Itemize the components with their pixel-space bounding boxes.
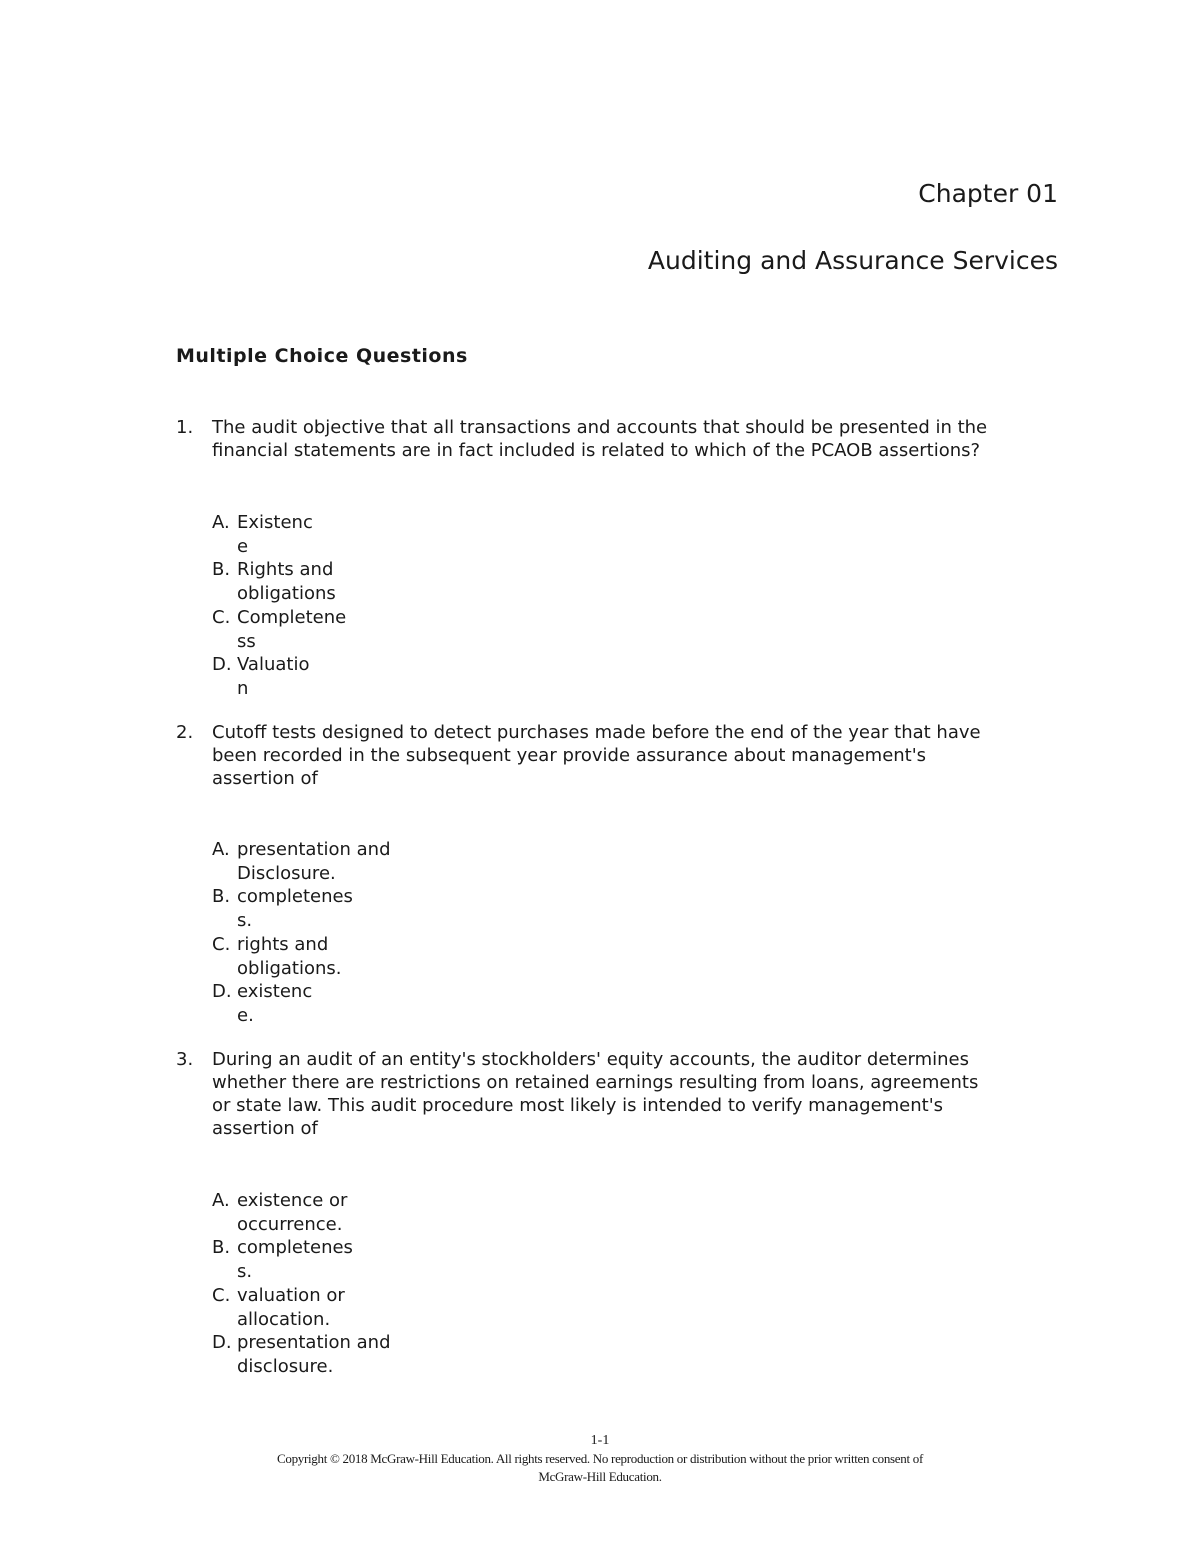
question-text: The audit objective that all transactions and accounts that should be presented in the financial statements are in fact included is related to which of the PCAOB assertions? — [212, 417, 988, 461]
option-c — [212, 933, 391, 980]
option-letter: A. — [212, 839, 230, 860]
question-number: 1. — [176, 417, 194, 438]
option-d — [212, 1331, 391, 1378]
option-b — [212, 1236, 391, 1283]
option-text: presentation and Disclosure. — [237, 839, 391, 884]
question-number: 3. — [176, 1049, 194, 1070]
question-1-options — [212, 511, 346, 701]
option-text: existence or occurrence. — [237, 1190, 348, 1235]
section-heading: Multiple Choice Questions — [176, 345, 468, 367]
option-letter: C. — [212, 1284, 231, 1306]
question-3-options — [212, 1189, 391, 1379]
option-text: rights and obligations. — [237, 933, 342, 979]
option-letter: B. — [212, 886, 231, 908]
option-text: Existenc e — [237, 512, 313, 557]
question-3 — [176, 1048, 1066, 1140]
option-text: presentation and disclosure. — [237, 1332, 391, 1377]
chapter-title: Auditing and Assurance Services — [647, 246, 1058, 275]
option-letter: B. — [212, 559, 231, 581]
copyright-line-2: McGraw-Hill Education. — [538, 1469, 662, 1484]
question-1 — [176, 416, 1066, 462]
page-number: 1-1 — [590, 1433, 610, 1448]
option-a — [212, 511, 346, 558]
question-number: 2. — [176, 722, 194, 743]
option-letter: D. — [212, 981, 232, 1003]
option-text: valuation or allocation. — [237, 1284, 345, 1330]
question-2-options — [212, 838, 391, 1028]
option-b — [212, 885, 391, 932]
chapter-label: Chapter 01 — [918, 179, 1058, 208]
option-c — [212, 1284, 391, 1331]
copyright-line-1: Copyright © 2018 McGraw-Hill Education. All rights reserved. No reproduction or distribution without the prior written consent of — [277, 1451, 923, 1466]
option-text: completenes s. — [237, 886, 353, 932]
option-text: Completene ss — [237, 606, 347, 652]
option-c — [212, 606, 346, 653]
page-footer — [150, 1432, 1050, 1486]
option-letter: B. — [212, 1237, 231, 1259]
option-text: completenes s. — [237, 1237, 353, 1283]
option-b — [212, 558, 346, 605]
option-text: Valuatio n — [237, 654, 310, 699]
option-letter: C. — [212, 933, 231, 955]
question-2 — [176, 721, 1066, 790]
option-a — [212, 838, 391, 885]
option-letter: A. — [212, 1190, 230, 1211]
option-a — [212, 1189, 391, 1236]
option-text: existenc e. — [237, 981, 313, 1026]
option-letter: A. — [212, 512, 230, 533]
question-text: Cutoff tests designed to detect purchases made before the end of the year that have been recorded in the subsequent year provide assurance about management's assertion of — [212, 722, 981, 789]
option-letter: D. — [212, 654, 232, 676]
option-d — [212, 653, 346, 700]
option-d — [212, 980, 391, 1027]
question-text: During an audit of an entity's stockholders' equity accounts, the auditor determines whether there are restrictions on retained earnings resulting from loans, agreements or state law. This audit procedure most likely is intended to verify management's assertion of — [212, 1049, 979, 1139]
option-letter: D. — [212, 1332, 232, 1354]
option-letter: C. — [212, 606, 231, 628]
option-text: Rights and obligations — [237, 559, 336, 605]
